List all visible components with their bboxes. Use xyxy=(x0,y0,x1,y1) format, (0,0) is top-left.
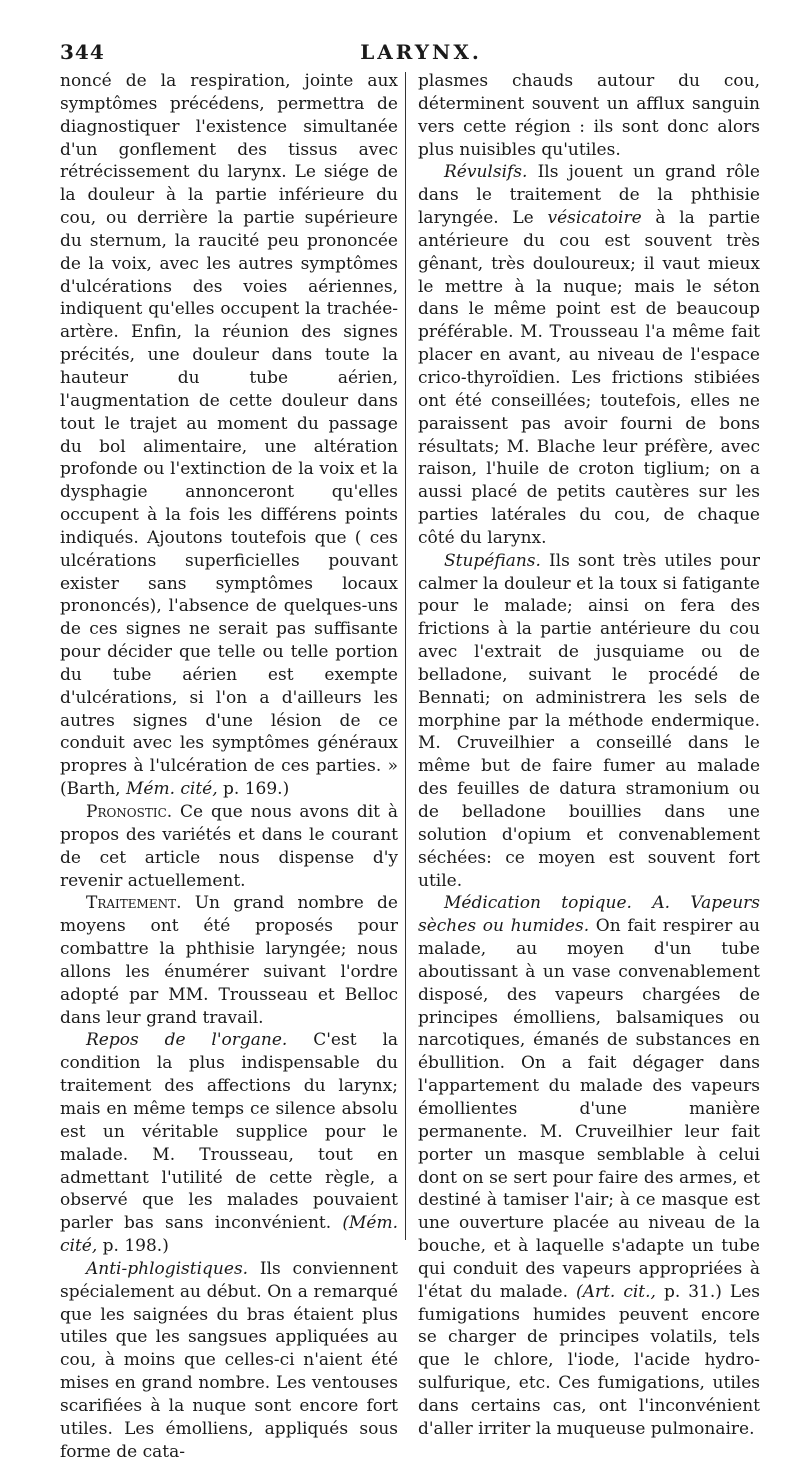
paragraph-revulsives xyxy=(418,161,760,549)
page-number: 344 xyxy=(60,40,105,64)
paragraph-topical-medication xyxy=(418,892,760,1440)
citation: (Mém. cité, xyxy=(60,1213,399,1257)
paragraph-diagnosis-continued xyxy=(60,70,398,801)
right-column xyxy=(418,70,760,1441)
paragraph-stupefacients xyxy=(418,550,760,893)
paragraph-text: Un grand nombre de moyens ont été proposés pour combattre la phthisie laryngée; nous allons les énumérer suivant l'ordre adopté par MM. Trousseau et Belloc dans leur grand travail. xyxy=(60,893,398,1028)
paragraph-text: On fait respirer au malade, au moyen d'un tube aboutissant à un vase convenablement disposé, des vapeurs chargées de principes émolliens, balsamiques ou narcotiques, émanés de substances en ébullition. On a fait dégager dans l'appartement du malade des vapeurs émollientes d'une manière permanente. M. Cruveilhier leur fait porter un masque semblable à celui dont on se sert pour faire des armes, et destiné à tamiser l'air; à ce masque est une ouverture placée au niveau de la bouche, et à laquelle s'adapte un tube qui conduit des vapeurs appropriées à l'état du malade. xyxy=(418,916,761,1302)
paragraph-cataplasms-continued xyxy=(418,70,760,161)
paragraph-text: à la partie antérieure du cou est souvent très gênant, très douloureux; il vaut mieux le mettre à la nuque; mais le séton dans le même point est de beaucoup préférable. M. Trousseau l'a même fait placer en avant, au niveau de l'espace crico-thyroïdien. Les frictions stibiées ont été conseillées; toutefois, elles ne paraissent pas avoir fourni de bons résultats; M. Blache leur préfère, avec raison, l'huile de croton tiglium; on a aussi placé de petits cautères sur les parties latérales du cou, de chaque côté du larynx. xyxy=(418,208,761,548)
citation: (Art. cit., xyxy=(576,1281,656,1302)
paragraph-prognosis xyxy=(60,801,398,892)
citation-page: p. 169.) xyxy=(223,779,290,800)
paragraph-text: plasmes chauds autour du cou, déterminent souvent un afflux sanguin vers cette région : ils sont donc alors plus nuisibles qu'utiles. xyxy=(418,71,760,160)
subsection-heading: Anti-phlogistiques. xyxy=(86,1258,249,1279)
subsection-heading: Révulsifs. xyxy=(444,162,528,183)
section-heading: Pronostic. xyxy=(86,802,173,822)
section-heading: Traitement. xyxy=(86,893,182,914)
emphasis: vésicatoire xyxy=(547,208,642,229)
paragraph-rest xyxy=(60,1029,398,1257)
paragraph-treatment xyxy=(60,892,398,1029)
citation: Mém. cité, xyxy=(125,779,218,800)
citation-page: p. 198.) xyxy=(102,1236,169,1257)
subsection-heading: Stupéfians. xyxy=(444,550,541,571)
paragraph-text: C'est la condition la plus indispensable du traitement des affections du larynx; mais en même temps ce silence absolu est un véritable supplice pour le malade. M. Trousseau, tout en admettant l'utilité de cette règle, a observé que les malades pouvaient parler bas sans inconvénient. xyxy=(60,1030,399,1234)
paragraph-text: noncé de la respiration, jointe aux symptômes précédens, permettra de diagnostiquer l'existence simultanée d'un gonflement des tissus avec rétrécissement du larynx. Le siége de la douleur à la partie inférieure du cou, ou derrière la partie supérieure du sternum, la raucité peu prononcée de la voix, avec les autres symptômes d'ulcérations des voies aériennes, indiquent qu'elles occupent la trachée-artère. Enfin, la réunion des signes précités, une douleur dans toute la hauteur du tube aérien, l'augmentation de cette douleur dans tout le trajet au moment du passage du bol alimentaire, une altération profonde ou l'extinction de la voix et la dysphagie annonceront qu'elles occupent à la fois les différens points indiqués. Ajoutons toutefois que ( ces ulcérations superficielles pouvant exister sans symptômes locaux prononcés), l'absence de quelques-uns de ces signes ne serait pas suffisante pour décider que telle ou telle portion du tube aérien est exempte d'ulcérations, si l'on a d'ailleurs les autres signes d'une lésion de ce conduit avec les symptômes généraux propres à l'ulcération de ces parties. » (Barth, xyxy=(60,71,398,800)
running-title: LARYNX. xyxy=(360,40,482,64)
paragraph-text: Ils jouent un grand rôle dans le traitement de la phthisie laryngée. Le xyxy=(418,162,760,229)
paragraph-antiphlogistics xyxy=(60,1258,398,1463)
paragraph-text: Ce que nous avons dit à propos des variétés et dans le courant de cet article nous dispense d'y revenir actuellement. xyxy=(60,802,398,891)
paragraph-text: Ils sont très utiles pour calmer la douleur et la toux si fatigante pour le malade; ainsi on fera des frictions à la partie antérieure du cou avec l'extrait de jusquiame ou de belladone, suivant le procédé de Bennati; on administrera les sels de morphine par la méthode endermique. M. Cruveilhier a conseillé dans le même but de faire fumer au malade des feuilles de datura stramonium ou de belladone bouillies dans une solution d'opium et convenablement séchées: ce moyen est souvent fort utile. xyxy=(418,550,761,891)
paragraph-text: p. 31.) Les fumigations humides peuvent encore se charger de principes volatils, tels que le chlore, l'iode, l'acide hydro-sulfurique, etc. Ces fumigations, utiles dans certains cas, ont l'inconvénient d'aller irriter la muqueuse pulmonaire. xyxy=(418,1281,760,1439)
subsection-heading: Médication topique. A. Vapeurs sèches ou humides. xyxy=(418,893,760,937)
subsection-heading: Repos de l'organe. xyxy=(86,1030,288,1051)
left-column xyxy=(60,70,398,1463)
page-header xyxy=(60,40,782,70)
column-divider xyxy=(405,72,406,1240)
paragraph-text: Ils conviennent spécialement au début. On a remarqué que les saignées du bras étaient plus utiles que les sangsues appliquées au cou, à moins que celles-ci n'aient été mises en grand nombre. Les ventouses scarifiées à la nuque sont encore fort utiles. Les émolliens, appliqués sous forme de cata- xyxy=(60,1258,398,1462)
